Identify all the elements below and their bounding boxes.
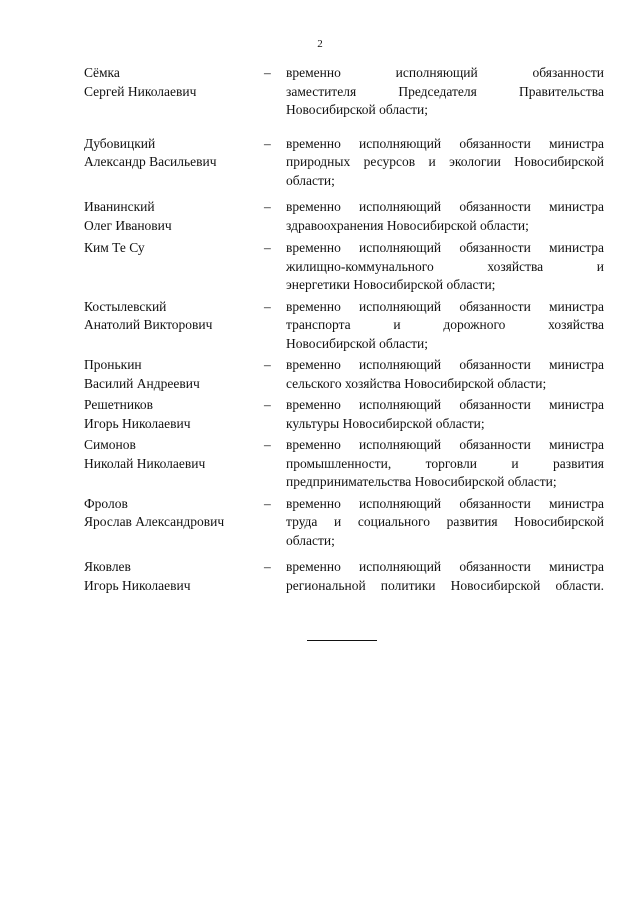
appointee-surname: Сёмка [84,65,120,80]
appointee-given-names: Ярослав Александрович [84,514,225,529]
appointee-entry [84,298,604,354]
appointee-position [286,239,604,295]
appointee-surname: Дубовицкий [84,135,156,151]
appointee-name [84,495,259,532]
appointee-given-names: Александр Васильевич [84,154,217,169]
appointee-name [84,239,259,258]
position-line: предпринимательства Новосибирской области; [286,474,557,489]
appointee-position [286,64,604,120]
appointee-surname: Иванинский [84,199,155,214]
position-line: заместителя Председателя Правительства [286,83,604,99]
appointee-name [84,558,259,595]
separator-dash: – [264,65,271,80]
page-number: 2 [317,38,323,50]
position-line: транспорта и дорожного хозяйства [286,317,604,332]
position-line: временно исполняющий обязанности министра [286,495,604,511]
appointee-given-names: Игорь Николаевич [84,415,191,431]
appointee-entry [84,135,604,191]
appointee-name [84,396,259,433]
appointee-position [286,198,604,235]
appointee-name [84,64,259,101]
appointee-name [84,356,259,393]
separator-dash: – [264,135,271,151]
appointee-entry [84,396,604,433]
position-line: временно исполняющий обязанности [286,65,604,80]
position-line: временно исполняющий обязанности министра [286,199,604,214]
appointee-position [286,356,604,393]
appointee-given-names: Игорь Николаевич [84,577,191,593]
position-line: труда и социального развития Новосибирской [286,514,604,529]
position-line: временно исполняющий обязанности министра [286,298,604,314]
appointee-surname: Фролов [84,495,128,511]
appointee-surname: Решетников [84,397,154,412]
appointee-position [286,558,604,595]
position-line: энергетики Новосибирской области; [286,277,496,292]
appointee-given-names: Анатолий Викторович [84,317,213,332]
separator-dash: – [264,298,271,314]
position-line: здравоохранения Новосибирской области; [286,217,529,233]
position-line: жилищно-коммунального хозяйства и [286,258,604,274]
appointee-given-names: Николай Николаевич [84,455,206,471]
position-line: Новосибирской области; [286,102,429,117]
appointee-entry [84,198,604,235]
appointee-surname: Ким Те Су [84,240,145,255]
appointee-entry [84,356,604,393]
position-line: временно исполняющий обязанности министра [286,437,604,452]
appointee-position [286,298,604,354]
separator-dash: – [264,495,271,511]
position-line: промышленности, торговли и развития [286,455,604,471]
separator-dash: – [264,240,271,255]
appointee-name [84,436,259,473]
closing-rule [307,640,377,641]
appointee-name [84,298,259,335]
separator-dash: – [264,397,271,412]
appointee-given-names: Василий Андреевич [84,375,200,391]
appointee-position [286,436,604,492]
appointee-name [84,135,259,172]
appointee-list [84,64,604,595]
appointee-given-names: Олег Иванович [84,217,172,233]
appointee-name [84,198,259,235]
position-line: временно исполняющий обязанности министра [286,240,604,255]
appointee-entry [84,64,604,120]
separator-dash: – [264,559,271,574]
appointee-entry [84,239,604,295]
appointee-entry [84,436,604,492]
position-line: области; [286,532,335,548]
position-line: сельского хозяйства Новосибирской области; [286,375,547,391]
appointee-position [286,495,604,551]
position-line: региональной политики Новосибирской области. [286,577,604,593]
position-line: временно исполняющий обязанности министра [286,357,604,372]
position-line: культуры Новосибирской области; [286,415,485,431]
position-line: Новосибирской области; [286,335,429,351]
appointee-surname: Симонов [84,437,136,452]
position-line: временно исполняющий обязанности министра [286,559,604,574]
appointee-surname: Костылевский [84,298,167,314]
appointee-entry [84,495,604,551]
appointee-given-names: Сергей Николаевич [84,83,197,99]
separator-dash: – [264,357,271,372]
appointee-surname: Пронькин [84,357,142,372]
appointee-position [286,396,604,433]
separator-dash: – [264,437,271,452]
position-line: временно исполняющий обязанности министра [286,397,604,412]
position-line: природных ресурсов и экологии Новосибирской [286,154,604,169]
appointee-position [286,135,604,191]
separator-dash: – [264,199,271,214]
appointee-entry [84,558,604,595]
position-line: области; [286,172,335,188]
appointee-surname: Яковлев [84,559,131,574]
position-line: временно исполняющий обязанности министра [286,135,604,151]
